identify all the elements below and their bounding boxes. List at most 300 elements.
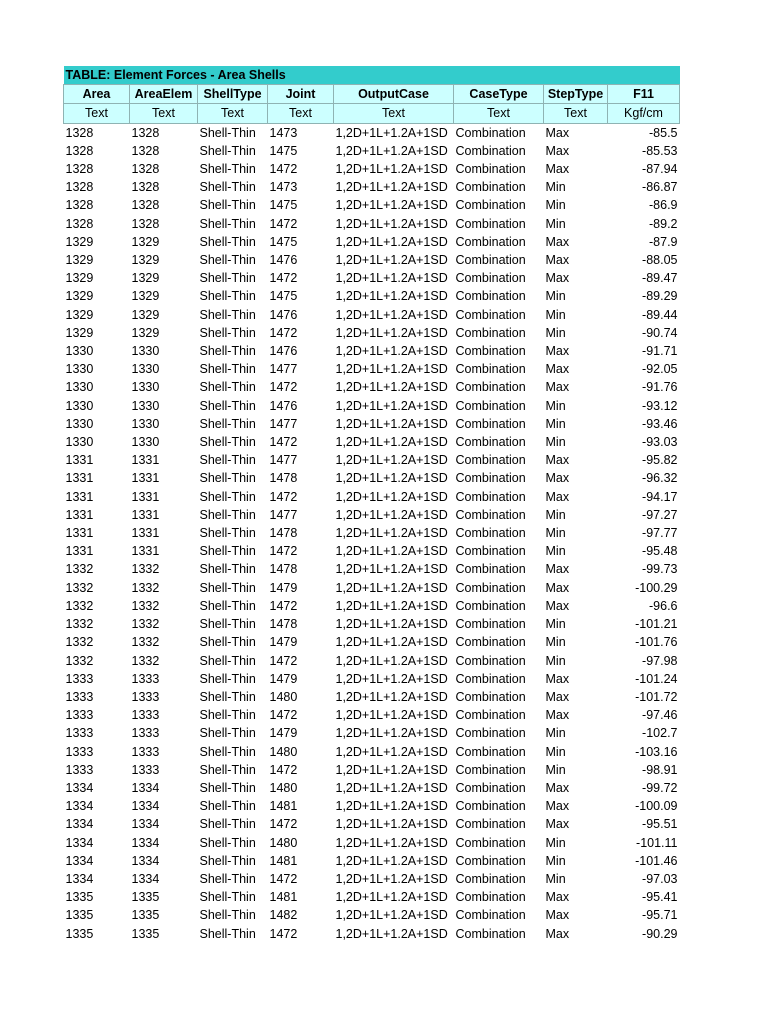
- cell-steptype: Max: [545, 234, 570, 249]
- cell-joint: 1479: [269, 580, 298, 595]
- cell-f11: -90.74: [642, 325, 678, 340]
- cell-casetype: Combination: [455, 489, 526, 504]
- cell-shelltype: Shell-Thin: [199, 125, 256, 140]
- table-row: [64, 888, 680, 906]
- cell-outputcase: 1,2D+1L+1.2A+1SD: [335, 380, 448, 395]
- cell-casetype: Combination: [455, 398, 526, 413]
- cell-f11: -87.9: [649, 234, 678, 249]
- col-header-outputcase: OutputCase: [334, 85, 454, 104]
- cell-areaelem: 1328: [131, 180, 160, 195]
- cell-f11: -97.46: [642, 708, 678, 723]
- cell-f11: -101.21: [635, 617, 678, 632]
- cell-casetype: Combination: [455, 289, 526, 304]
- cell-outputcase: 1,2D+1L+1.2A+1SD: [335, 562, 448, 577]
- col-header-shelltype: ShellType: [198, 85, 268, 104]
- cell-f11: -102.7: [642, 726, 678, 741]
- cell-area: 1331: [65, 507, 94, 522]
- cell-outputcase: 1,2D+1L+1.2A+1SD: [335, 635, 448, 650]
- cell-area: 1330: [65, 344, 94, 359]
- table-row: [64, 360, 680, 378]
- cell-outputcase: 1,2D+1L+1.2A+1SD: [335, 799, 448, 814]
- cell-f11: -88.05: [642, 253, 678, 268]
- cell-outputcase: 1,2D+1L+1.2A+1SD: [335, 489, 448, 504]
- cell-steptype: Min: [545, 307, 566, 322]
- cell-f11: -97.77: [642, 526, 678, 541]
- cell-steptype: Min: [545, 853, 566, 868]
- cell-f11: -101.72: [635, 689, 678, 704]
- cell-f11: -99.72: [642, 780, 678, 795]
- cell-steptype: Min: [545, 726, 566, 741]
- cell-joint: 1472: [269, 762, 298, 777]
- table-row: [64, 724, 680, 742]
- cell-joint: 1473: [269, 180, 298, 195]
- cell-steptype: Min: [545, 289, 566, 304]
- cell-area: 1329: [65, 307, 94, 322]
- cell-outputcase: 1,2D+1L+1.2A+1SD: [335, 653, 448, 668]
- cell-area: 1333: [65, 708, 94, 723]
- cell-steptype: Min: [545, 762, 566, 777]
- cell-shelltype: Shell-Thin: [199, 162, 256, 177]
- cell-joint: 1480: [269, 744, 298, 759]
- cell-f11: -95.51: [642, 817, 678, 832]
- cell-shelltype: Shell-Thin: [199, 180, 256, 195]
- cell-steptype: Max: [545, 799, 570, 814]
- cell-areaelem: 1335: [131, 926, 160, 941]
- cell-steptype: Max: [545, 489, 570, 504]
- table-row: [64, 597, 680, 615]
- cell-shelltype: Shell-Thin: [199, 143, 256, 158]
- cell-steptype: Max: [545, 453, 570, 468]
- cell-outputcase: 1,2D+1L+1.2A+1SD: [335, 398, 448, 413]
- cell-area: 1329: [65, 325, 94, 340]
- cell-f11: -97.98: [642, 653, 678, 668]
- cell-shelltype: Shell-Thin: [199, 526, 256, 541]
- cell-joint: 1476: [269, 344, 298, 359]
- table-row: [64, 469, 680, 487]
- cell-areaelem: 1334: [131, 853, 160, 868]
- cell-casetype: Combination: [455, 835, 526, 850]
- cell-outputcase: 1,2D+1L+1.2A+1SD: [335, 617, 448, 632]
- cell-steptype: Min: [545, 617, 566, 632]
- cell-f11: -90.29: [642, 926, 678, 941]
- cell-outputcase: 1,2D+1L+1.2A+1SD: [335, 853, 448, 868]
- cell-steptype: Max: [545, 562, 570, 577]
- cell-joint: 1479: [269, 671, 298, 686]
- cell-casetype: Combination: [455, 325, 526, 340]
- cell-steptype: Max: [545, 598, 570, 613]
- cell-areaelem: 1330: [131, 435, 160, 450]
- cell-areaelem: 1328: [131, 162, 160, 177]
- table-body: [64, 123, 680, 943]
- cell-area: 1331: [65, 453, 94, 468]
- cell-shelltype: Shell-Thin: [199, 617, 256, 632]
- cell-f11: -92.05: [642, 362, 678, 377]
- cell-shelltype: Shell-Thin: [199, 507, 256, 522]
- cell-casetype: Combination: [455, 908, 526, 923]
- cell-areaelem: 1332: [131, 635, 160, 650]
- cell-area: 1328: [65, 125, 94, 140]
- cell-joint: 1475: [269, 198, 298, 213]
- cell-f11: -97.27: [642, 507, 678, 522]
- cell-shelltype: Shell-Thin: [199, 344, 256, 359]
- cell-f11: -98.91: [642, 762, 678, 777]
- cell-area: 1331: [65, 471, 94, 486]
- cell-outputcase: 1,2D+1L+1.2A+1SD: [335, 307, 448, 322]
- cell-outputcase: 1,2D+1L+1.2A+1SD: [335, 908, 448, 923]
- cell-casetype: Combination: [455, 562, 526, 577]
- cell-shelltype: Shell-Thin: [199, 471, 256, 486]
- col-header-joint: Joint: [268, 85, 334, 104]
- cell-outputcase: 1,2D+1L+1.2A+1SD: [335, 435, 448, 450]
- cell-areaelem: 1334: [131, 835, 160, 850]
- cell-joint: 1476: [269, 253, 298, 268]
- cell-outputcase: 1,2D+1L+1.2A+1SD: [335, 526, 448, 541]
- table-row: [64, 615, 680, 633]
- cell-f11: -103.16: [635, 744, 678, 759]
- cell-area: 1329: [65, 253, 94, 268]
- cell-steptype: Min: [545, 744, 566, 759]
- cell-shelltype: Shell-Thin: [199, 362, 256, 377]
- cell-steptype: Min: [545, 180, 566, 195]
- col-header-casetype: CaseType: [454, 85, 544, 104]
- cell-area: 1334: [65, 780, 94, 795]
- cell-shelltype: Shell-Thin: [199, 234, 256, 249]
- cell-area: 1330: [65, 416, 94, 431]
- cell-casetype: Combination: [455, 253, 526, 268]
- cell-area: 1332: [65, 580, 94, 595]
- cell-shelltype: Shell-Thin: [199, 580, 256, 595]
- cell-areaelem: 1329: [131, 307, 160, 322]
- cell-area: 1334: [65, 853, 94, 868]
- cell-steptype: Max: [545, 253, 570, 268]
- table-row: [64, 269, 680, 287]
- cell-area: 1334: [65, 835, 94, 850]
- cell-steptype: Max: [545, 143, 570, 158]
- cell-area: 1328: [65, 180, 94, 195]
- cell-steptype: Min: [545, 198, 566, 213]
- cell-outputcase: 1,2D+1L+1.2A+1SD: [335, 289, 448, 304]
- table-row: [64, 797, 680, 815]
- cell-joint: 1472: [269, 871, 298, 886]
- cell-f11: -95.82: [642, 453, 678, 468]
- cell-casetype: Combination: [455, 234, 526, 249]
- cell-casetype: Combination: [455, 416, 526, 431]
- cell-casetype: Combination: [455, 453, 526, 468]
- cell-areaelem: 1329: [131, 271, 160, 286]
- cell-joint: 1478: [269, 471, 298, 486]
- cell-area: 1330: [65, 362, 94, 377]
- cell-steptype: Min: [545, 398, 566, 413]
- table-row: [64, 433, 680, 451]
- table-row: [64, 397, 680, 415]
- cell-f11: -95.48: [642, 544, 678, 559]
- cell-outputcase: 1,2D+1L+1.2A+1SD: [335, 453, 448, 468]
- cell-steptype: Max: [545, 780, 570, 795]
- cell-shelltype: Shell-Thin: [199, 689, 256, 704]
- cell-area: 1331: [65, 526, 94, 541]
- cell-area: 1328: [65, 198, 94, 213]
- cell-areaelem: 1333: [131, 726, 160, 741]
- table-row: [64, 215, 680, 233]
- cell-f11: -97.03: [642, 871, 678, 886]
- cell-outputcase: 1,2D+1L+1.2A+1SD: [335, 689, 448, 704]
- cell-f11: -86.9: [649, 198, 678, 213]
- cell-f11: -95.71: [642, 908, 678, 923]
- cell-outputcase: 1,2D+1L+1.2A+1SD: [335, 143, 448, 158]
- cell-casetype: Combination: [455, 853, 526, 868]
- table-row: [64, 779, 680, 797]
- cell-areaelem: 1331: [131, 489, 160, 504]
- cell-joint: 1482: [269, 908, 298, 923]
- cell-joint: 1472: [269, 817, 298, 832]
- cell-casetype: Combination: [455, 799, 526, 814]
- cell-joint: 1481: [269, 853, 298, 868]
- cell-areaelem: 1332: [131, 653, 160, 668]
- cell-shelltype: Shell-Thin: [199, 416, 256, 431]
- cell-joint: 1472: [269, 271, 298, 286]
- cell-areaelem: 1332: [131, 562, 160, 577]
- cell-area: 1333: [65, 744, 94, 759]
- cell-casetype: Combination: [455, 762, 526, 777]
- cell-outputcase: 1,2D+1L+1.2A+1SD: [335, 180, 448, 195]
- cell-joint: 1475: [269, 234, 298, 249]
- cell-f11: -89.2: [649, 216, 678, 231]
- cell-steptype: Max: [545, 671, 570, 686]
- cell-shelltype: Shell-Thin: [199, 890, 256, 905]
- cell-steptype: Min: [545, 871, 566, 886]
- cell-shelltype: Shell-Thin: [199, 198, 256, 213]
- cell-joint: 1473: [269, 125, 298, 140]
- cell-area: 1335: [65, 890, 94, 905]
- cell-joint: 1481: [269, 799, 298, 814]
- cell-f11: -96.32: [642, 471, 678, 486]
- cell-joint: 1480: [269, 689, 298, 704]
- cell-outputcase: 1,2D+1L+1.2A+1SD: [335, 835, 448, 850]
- table-title-row: [64, 66, 680, 85]
- unit-casetype: Text: [454, 104, 544, 123]
- cell-f11: -93.12: [642, 398, 678, 413]
- cell-f11: -96.6: [649, 598, 678, 613]
- cell-area: 1328: [65, 143, 94, 158]
- cell-shelltype: Shell-Thin: [199, 380, 256, 395]
- cell-areaelem: 1334: [131, 799, 160, 814]
- unit-steptype: Text: [544, 104, 608, 123]
- cell-steptype: Max: [545, 362, 570, 377]
- col-header-area: Area: [64, 85, 130, 104]
- cell-shelltype: Shell-Thin: [199, 817, 256, 832]
- cell-casetype: Combination: [455, 635, 526, 650]
- cell-outputcase: 1,2D+1L+1.2A+1SD: [335, 871, 448, 886]
- cell-areaelem: 1328: [131, 143, 160, 158]
- cell-casetype: Combination: [455, 526, 526, 541]
- cell-outputcase: 1,2D+1L+1.2A+1SD: [335, 162, 448, 177]
- cell-joint: 1479: [269, 726, 298, 741]
- cell-casetype: Combination: [455, 198, 526, 213]
- cell-area: 1332: [65, 635, 94, 650]
- cell-shelltype: Shell-Thin: [199, 435, 256, 450]
- cell-f11: -89.44: [642, 307, 678, 322]
- cell-joint: 1480: [269, 780, 298, 795]
- cell-outputcase: 1,2D+1L+1.2A+1SD: [335, 198, 448, 213]
- cell-outputcase: 1,2D+1L+1.2A+1SD: [335, 580, 448, 595]
- cell-steptype: Min: [545, 835, 566, 850]
- cell-casetype: Combination: [455, 362, 526, 377]
- cell-steptype: Min: [545, 216, 566, 231]
- cell-areaelem: 1329: [131, 253, 160, 268]
- table-title: TABLE: Element Forces - Area Shells: [64, 66, 680, 85]
- cell-area: 1333: [65, 762, 94, 777]
- cell-shelltype: Shell-Thin: [199, 562, 256, 577]
- cell-shelltype: Shell-Thin: [199, 744, 256, 759]
- cell-shelltype: Shell-Thin: [199, 853, 256, 868]
- cell-areaelem: 1333: [131, 689, 160, 704]
- cell-area: 1332: [65, 653, 94, 668]
- cell-joint: 1472: [269, 162, 298, 177]
- cell-casetype: Combination: [455, 926, 526, 941]
- cell-f11: -99.73: [642, 562, 678, 577]
- cell-steptype: Max: [545, 689, 570, 704]
- cell-areaelem: 1330: [131, 344, 160, 359]
- cell-area: 1328: [65, 162, 94, 177]
- cell-casetype: Combination: [455, 143, 526, 158]
- cell-casetype: Combination: [455, 653, 526, 668]
- cell-f11: -100.29: [635, 580, 678, 595]
- cell-steptype: Min: [545, 507, 566, 522]
- cell-shelltype: Shell-Thin: [199, 726, 256, 741]
- cell-areaelem: 1330: [131, 362, 160, 377]
- cell-f11: -89.47: [642, 271, 678, 286]
- cell-areaelem: 1332: [131, 598, 160, 613]
- table-row: [64, 524, 680, 542]
- element-forces-table: [63, 66, 680, 943]
- table-row: [64, 123, 680, 142]
- cell-shelltype: Shell-Thin: [199, 926, 256, 941]
- cell-casetype: Combination: [455, 180, 526, 195]
- cell-joint: 1481: [269, 890, 298, 905]
- cell-f11: -101.11: [636, 835, 678, 850]
- cell-area: 1334: [65, 799, 94, 814]
- cell-f11: -95.41: [642, 890, 678, 905]
- cell-shelltype: Shell-Thin: [199, 398, 256, 413]
- cell-shelltype: Shell-Thin: [199, 216, 256, 231]
- cell-joint: 1479: [269, 635, 298, 650]
- cell-joint: 1472: [269, 544, 298, 559]
- cell-steptype: Max: [545, 926, 570, 941]
- cell-area: 1334: [65, 817, 94, 832]
- cell-steptype: Max: [545, 908, 570, 923]
- cell-steptype: Max: [545, 890, 570, 905]
- cell-casetype: Combination: [455, 598, 526, 613]
- cell-casetype: Combination: [455, 890, 526, 905]
- cell-steptype: Max: [545, 380, 570, 395]
- cell-joint: 1472: [269, 435, 298, 450]
- cell-joint: 1472: [269, 926, 298, 941]
- cell-areaelem: 1332: [131, 580, 160, 595]
- cell-steptype: Max: [545, 271, 570, 286]
- cell-areaelem: 1335: [131, 908, 160, 923]
- cell-area: 1331: [65, 544, 94, 559]
- cell-shelltype: Shell-Thin: [199, 871, 256, 886]
- units-row: [64, 104, 680, 123]
- cell-outputcase: 1,2D+1L+1.2A+1SD: [335, 890, 448, 905]
- header-row: [64, 85, 680, 104]
- table-row: [64, 342, 680, 360]
- cell-f11: -101.46: [635, 853, 678, 868]
- cell-joint: 1472: [269, 325, 298, 340]
- cell-joint: 1480: [269, 835, 298, 850]
- cell-casetype: Combination: [455, 380, 526, 395]
- cell-joint: 1476: [269, 307, 298, 322]
- cell-area: 1332: [65, 562, 94, 577]
- cell-area: 1330: [65, 435, 94, 450]
- cell-shelltype: Shell-Thin: [199, 799, 256, 814]
- cell-outputcase: 1,2D+1L+1.2A+1SD: [335, 325, 448, 340]
- cell-casetype: Combination: [455, 817, 526, 832]
- table-row: [64, 925, 680, 943]
- cell-area: 1329: [65, 234, 94, 249]
- cell-f11: -101.24: [635, 671, 678, 686]
- cell-f11: -85.53: [642, 143, 678, 158]
- cell-joint: 1472: [269, 216, 298, 231]
- unit-outputcase: Text: [334, 104, 454, 123]
- table-row: [64, 233, 680, 251]
- cell-outputcase: 1,2D+1L+1.2A+1SD: [335, 708, 448, 723]
- cell-area: 1329: [65, 271, 94, 286]
- cell-area: 1333: [65, 726, 94, 741]
- unit-area: Text: [64, 104, 130, 123]
- cell-casetype: Combination: [455, 271, 526, 286]
- cell-steptype: Min: [545, 653, 566, 668]
- cell-shelltype: Shell-Thin: [199, 307, 256, 322]
- cell-areaelem: 1335: [131, 890, 160, 905]
- cell-shelltype: Shell-Thin: [199, 325, 256, 340]
- cell-areaelem: 1331: [131, 526, 160, 541]
- cell-outputcase: 1,2D+1L+1.2A+1SD: [335, 598, 448, 613]
- cell-outputcase: 1,2D+1L+1.2A+1SD: [335, 544, 448, 559]
- cell-shelltype: Shell-Thin: [199, 544, 256, 559]
- cell-outputcase: 1,2D+1L+1.2A+1SD: [335, 926, 448, 941]
- cell-steptype: Max: [545, 817, 570, 832]
- cell-joint: 1477: [269, 453, 298, 468]
- cell-joint: 1478: [269, 617, 298, 632]
- cell-outputcase: 1,2D+1L+1.2A+1SD: [335, 344, 448, 359]
- table-row: [64, 142, 680, 160]
- cell-shelltype: Shell-Thin: [199, 489, 256, 504]
- cell-joint: 1472: [269, 708, 298, 723]
- table-row: [64, 834, 680, 852]
- table-row: [64, 196, 680, 214]
- cell-casetype: Combination: [455, 544, 526, 559]
- cell-f11: -89.29: [642, 289, 678, 304]
- cell-areaelem: 1328: [131, 216, 160, 231]
- cell-joint: 1472: [269, 380, 298, 395]
- cell-areaelem: 1329: [131, 234, 160, 249]
- cell-area: 1330: [65, 398, 94, 413]
- cell-casetype: Combination: [455, 671, 526, 686]
- unit-areaelem: Text: [130, 104, 198, 123]
- cell-casetype: Combination: [455, 617, 526, 632]
- cell-shelltype: Shell-Thin: [199, 635, 256, 650]
- table-row: [64, 852, 680, 870]
- cell-areaelem: 1333: [131, 744, 160, 759]
- cell-areaelem: 1334: [131, 780, 160, 795]
- cell-steptype: Max: [545, 344, 570, 359]
- cell-area: 1328: [65, 216, 94, 231]
- cell-joint: 1476: [269, 398, 298, 413]
- cell-steptype: Min: [545, 544, 566, 559]
- cell-outputcase: 1,2D+1L+1.2A+1SD: [335, 780, 448, 795]
- cell-f11: -94.17: [642, 489, 678, 504]
